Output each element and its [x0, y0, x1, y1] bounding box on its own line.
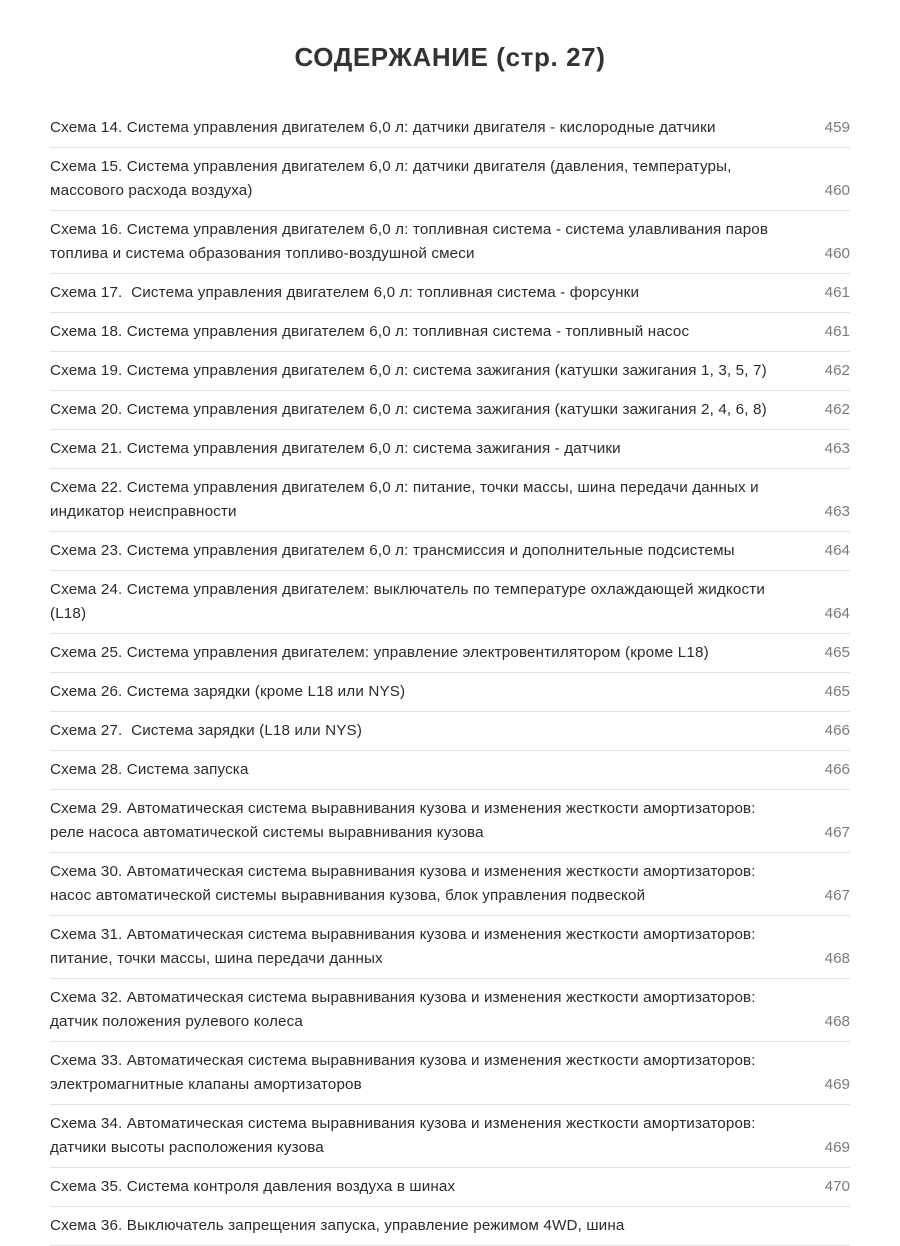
toc-entry-page-number	[796, 476, 850, 524]
toc-entry-page-number	[796, 797, 850, 845]
toc-entry-title: Схема 32. Автоматическая система выравнивания кузова и изменения жесткости амортизаторов: датчик положения рулевого колеса	[50, 989, 761, 1031]
toc-entry-title: Схема 31. Автоматическая система выравнивания кузова и изменения жесткости амортизаторов: питание, точки массы, шина передачи данных	[50, 926, 761, 968]
toc-entry-page-number	[796, 986, 850, 1034]
toc-entry-page-number	[796, 155, 850, 203]
toc-entry-page-number-value: 459	[824, 119, 850, 137]
toc-entry-title: Схема 21. Система управления двигателем 6,0 л: система зажигания - датчики	[50, 440, 621, 458]
toc-entry-page-number	[796, 359, 850, 383]
toc-entry-title: Схема 29. Автоматическая система выравнивания кузова и изменения жесткости амортизаторов: реле насоса автоматической системы выравнивания кузова	[50, 800, 761, 842]
toc-entry[interactable]	[50, 352, 850, 391]
toc-entry-page-number-value: 467	[824, 824, 850, 842]
toc-entry-title: Схема 25. Система управления двигателем: управление электровентилятором (кроме L18)	[50, 644, 709, 662]
toc-entry-title: Схема 19. Система управления двигателем 6,0 л: система зажигания (катушки зажигания 1, 3, 5, 7)	[50, 362, 767, 380]
toc-entry-title: Схема 23. Система управления двигателем 6,0 л: трансмиссия и дополнительные подсистемы	[50, 542, 735, 560]
toc-entry-page-number	[796, 923, 850, 971]
toc-entry-page-number-value: 467	[824, 887, 850, 905]
toc-entry-title: Схема 14. Система управления двигателем 6,0 л: датчики двигателя - кислородные датчики	[50, 119, 716, 137]
toc-entry-page-number-value: 465	[824, 644, 850, 662]
toc-entry-page-number	[796, 320, 850, 344]
toc-entry-page-number	[796, 437, 850, 461]
toc-entry-page-number-value: 464	[824, 605, 850, 623]
toc-entry-page-number	[796, 218, 850, 266]
toc-entry-page-number-value: 468	[824, 1013, 850, 1031]
toc-entry-page-number	[796, 398, 850, 422]
toc-entry-page-number	[796, 1112, 850, 1160]
toc-entry-title: Схема 15. Система управления двигателем 6,0 л: датчики двигателя (давления, температуры, массового расхода воздуха)	[50, 158, 736, 200]
toc-entry-page-number	[796, 1214, 850, 1238]
toc-entry-title: Схема 17. Система управления двигателем 6,0 л: топливная система - форсунки	[50, 284, 640, 302]
toc-entry-title: Схема 33. Автоматическая система выравнивания кузова и изменения жесткости амортизаторов: электромагнитные клапаны амортизаторов	[50, 1052, 761, 1094]
toc-entry-page-number-value: 460	[824, 182, 850, 200]
toc-entry[interactable]	[50, 469, 850, 532]
toc-entry-page-number	[796, 641, 850, 665]
toc-entry-page-number	[796, 680, 850, 704]
toc-entry[interactable]	[50, 430, 850, 469]
toc-entry-title: Схема 22. Система управления двигателем 6,0 л: питание, точки массы, шина передачи данных и индикатор неисправности	[50, 479, 764, 521]
toc-entry-page-number-value: 466	[824, 761, 850, 779]
toc-entry-page-number-value: 462	[824, 401, 850, 419]
toc-entry-page-number-value: 463	[824, 503, 850, 521]
toc-entry-page-number-value: 470	[824, 1178, 850, 1196]
toc-entry-page-number-value: 463	[824, 440, 850, 458]
toc-entry-page-number-value: 462	[824, 362, 850, 380]
toc-entry[interactable]	[50, 391, 850, 430]
toc-entry[interactable]	[50, 712, 850, 751]
toc-entry[interactable]	[50, 274, 850, 313]
toc-entry-page-number-value: 464	[824, 542, 850, 560]
toc-entry[interactable]	[50, 634, 850, 673]
page-title: СОДЕРЖАНИЕ (стр. 27)	[294, 42, 606, 72]
toc-entry[interactable]	[50, 979, 850, 1042]
toc-entry-page-number-value: 466	[824, 722, 850, 740]
toc-entry-title: Схема 28. Система запуска	[50, 761, 249, 779]
toc-entry[interactable]	[50, 853, 850, 916]
toc-entry[interactable]	[50, 532, 850, 571]
toc-entry-page-number	[796, 539, 850, 563]
toc-entry-page-number-value: 469	[824, 1076, 850, 1094]
toc-entry-title: Схема 26. Система зарядки (кроме L18 или NYS)	[50, 683, 406, 701]
toc-entry[interactable]	[50, 148, 850, 211]
toc-entry-page-number	[796, 1175, 850, 1199]
toc-entry-page-number	[796, 758, 850, 782]
toc-entry-page-number	[796, 281, 850, 305]
table-of-contents	[50, 109, 850, 1246]
toc-entry-title: Схема 24. Система управления двигателем: выключатель по температуре охлаждающей жидкости (L18)	[50, 581, 770, 623]
toc-entry-title: Схема 20. Система управления двигателем 6,0 л: система зажигания (катушки зажигания 2, 4, 6, 8)	[50, 401, 767, 419]
toc-entry-title: Схема 27. Система зарядки (L18 или NYS)	[50, 722, 363, 740]
toc-entry-title: Схема 18. Система управления двигателем 6,0 л: топливная система - топливный насос	[50, 323, 690, 341]
toc-entry[interactable]	[50, 751, 850, 790]
toc-entry-page-number	[796, 116, 850, 140]
toc-entry-page-number	[796, 578, 850, 626]
toc-entry-title: Схема 16. Система управления двигателем 6,0 л: топливная система - система улавливания паров топлива и система образования топливо-воздушной смеси	[50, 221, 773, 263]
toc-entry[interactable]	[50, 571, 850, 634]
toc-entry-page-number	[796, 1049, 850, 1097]
toc-entry[interactable]	[50, 1105, 850, 1168]
toc-entry-title: Схема 30. Автоматическая система выравнивания кузова и изменения жесткости амортизаторов: насос автоматической системы выравнивания кузова, блок управления подвеской	[50, 863, 761, 905]
toc-entry[interactable]	[50, 916, 850, 979]
toc-entry-title: Схема 34. Автоматическая система выравнивания кузова и изменения жесткости амортизаторов: датчики высоты расположения кузова	[50, 1115, 761, 1157]
toc-entry-page-number-value: 468	[824, 950, 850, 968]
toc-entry[interactable]	[50, 1207, 850, 1246]
toc-entry-title: Схема 36. Выключатель запрещения запуска, управление режимом 4WD, шина	[50, 1217, 625, 1235]
toc-entry-page-number-value: 461	[824, 323, 850, 341]
toc-entry[interactable]	[50, 673, 850, 712]
toc-entry[interactable]	[50, 313, 850, 352]
toc-entry[interactable]	[50, 211, 850, 274]
toc-entry-page-number-value: 465	[824, 683, 850, 701]
toc-entry[interactable]	[50, 790, 850, 853]
toc-entry-page-number-value: 461	[824, 284, 850, 302]
toc-entry-page-number	[796, 719, 850, 743]
toc-entry-title: Схема 35. Система контроля давления воздуха в шинах	[50, 1178, 456, 1196]
toc-entry-page-number-value: 469	[824, 1139, 850, 1157]
toc-entry-page-number	[796, 860, 850, 908]
toc-entry[interactable]	[50, 1042, 850, 1105]
toc-entry[interactable]	[50, 109, 850, 148]
toc-entry[interactable]	[50, 1168, 850, 1207]
toc-entry-page-number-value: 460	[824, 245, 850, 263]
